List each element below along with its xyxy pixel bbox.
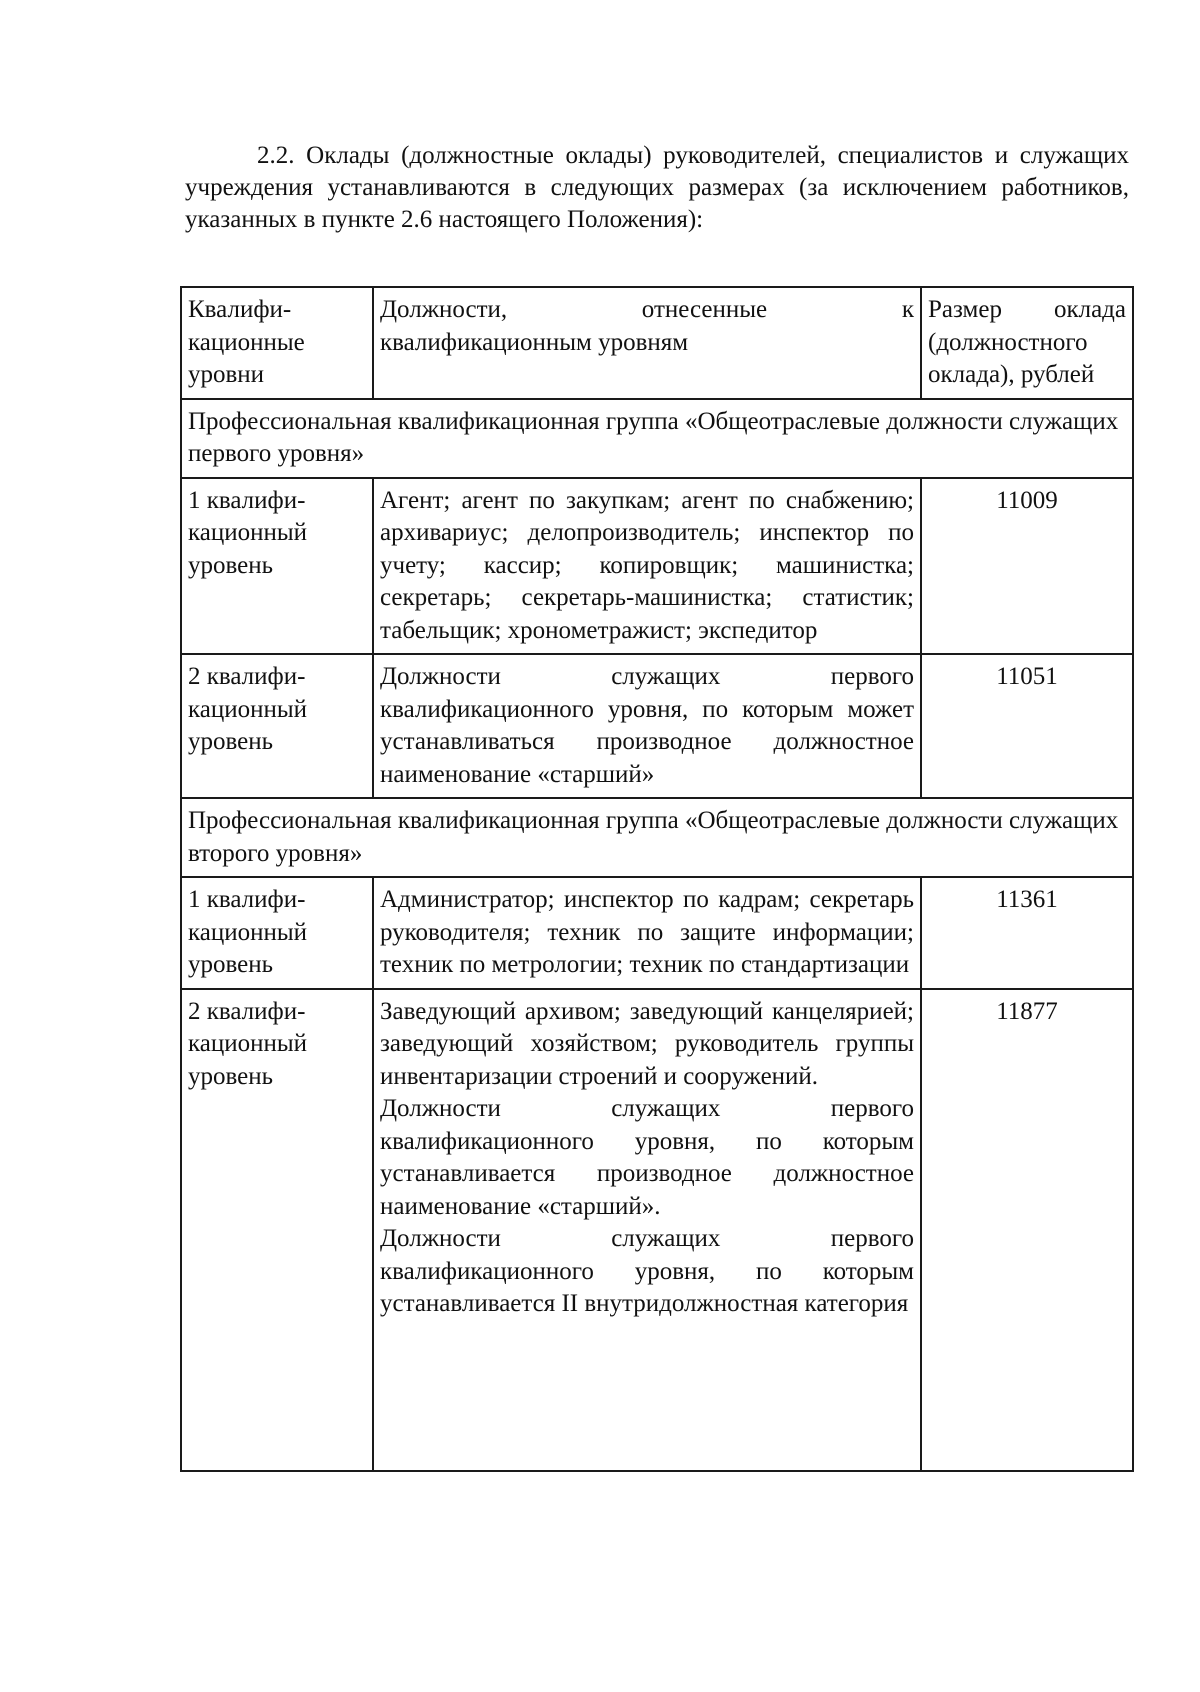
positions-cell: Агент; агент по закупкам; агент по снабжению; архивариус; делопроизводитель; инспектор по учету; кассир; копировщик; машинистка; секретарь; секретарь-машинистка; статистик; табельщик; хронометражист; экспедитор [373, 478, 921, 655]
table-row [181, 654, 1133, 798]
header-salary-line1: Размер оклада [928, 296, 1126, 323]
positions-paragraph: Должности служащих первого квалификационного уровня, по которым устанавливается производное должностное наименование «старший». [380, 1095, 914, 1220]
header-positions-line2: квалификационным уровням [380, 328, 689, 356]
table-row [181, 989, 1133, 1471]
header-levels: Квалифи-кационные уровни [181, 287, 373, 399]
positions-paragraph: Заведующий архивом; заведующий канцелярией; заведующий хозяйством; руководитель группы инвентаризации строений и сооружений. [380, 997, 914, 1090]
table-row [181, 877, 1133, 989]
salary-table [180, 286, 1134, 1472]
salary-cell: 11361 [921, 877, 1133, 989]
header-salary-line2: (должностного оклада), рублей [928, 328, 1095, 388]
group-row [181, 798, 1133, 877]
table-row [181, 478, 1133, 655]
group-title: Профессиональная квалификационная группа «Общеотраслевые должности служащих второго уровня» [181, 798, 1133, 877]
salary-cell: 11051 [921, 654, 1133, 798]
header-positions-line1: Должности, отнесенные к [380, 296, 914, 323]
group-row [181, 399, 1133, 478]
positions-cell [373, 989, 921, 1471]
header-salary [921, 287, 1133, 399]
salary-cell: 11009 [921, 478, 1133, 655]
level-cell: 1 квалифи-кационный уровень [181, 877, 373, 989]
salary-cell: 11877 [921, 989, 1133, 1471]
level-cell: 2 квалифи-кационный уровень [181, 989, 373, 1471]
intro-paragraph: 2.2. Оклады (должностные оклады) руководителей, специалистов и служащих учреждения устанавливаются в следующих размерах (за исключением работников, указанных в пункте 2.6 настоящего Положения): [185, 142, 1129, 233]
positions-cell: Должности служащих первого квалификационного уровня, по которым может устанавливаться производное должностное наименование «старший» [373, 654, 921, 798]
positions-cell: Администратор; инспектор по кадрам; секретарь руководителя; техник по защите информации; техник по метрологии; техник по стандартизации [373, 877, 921, 989]
level-cell: 2 квалифи-кационный уровень [181, 654, 373, 798]
group-title: Профессиональная квалификационная группа «Общеотраслевые должности служащих первого уровня» [181, 399, 1133, 478]
table-header-row [181, 287, 1133, 399]
header-positions [373, 287, 921, 399]
level-cell: 1 квалифи-кационный уровень [181, 478, 373, 655]
positions-paragraph: Должности служащих первого квалификационного уровня, по которым устанавливается II внутридолжностная категория [380, 1225, 914, 1317]
